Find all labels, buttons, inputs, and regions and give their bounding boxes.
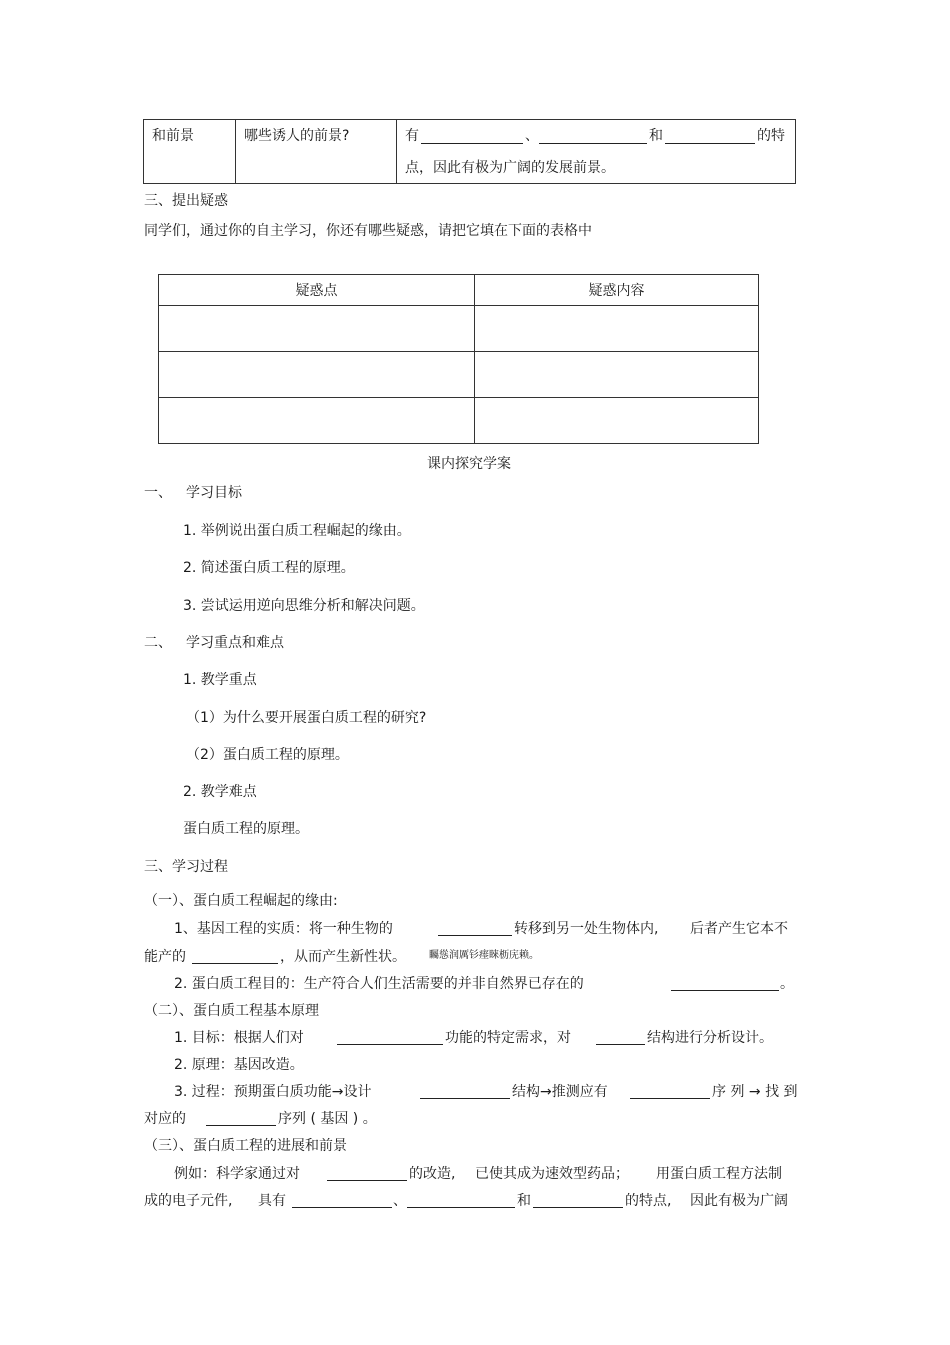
- doubt-content-cell[interactable]: [475, 352, 759, 398]
- doubt-content-cell[interactable]: [475, 398, 759, 444]
- blank-protein-function[interactable]: [337, 1030, 443, 1045]
- p1-line3-end: 。: [780, 976, 794, 992]
- p1-line1-a: 1、基因工程的实质：将一种生物的: [174, 921, 393, 937]
- blank-prospect-2[interactable]: [539, 129, 647, 144]
- blank-sequence[interactable]: [630, 1084, 710, 1099]
- key-focus: 1. 教学重点: [183, 672, 257, 688]
- process-part2-title: （二）、蛋白质工程基本原理: [144, 1003, 319, 1019]
- p2-line3-a: 3. 过程：预期蛋白质功能→设计: [174, 1084, 372, 1100]
- p2-line4-a: 对应的: [144, 1111, 186, 1127]
- key-focus-item-2: （2）蛋白质工程的原理。: [186, 747, 349, 763]
- p2-line1-a: 1. 目标：根据人们对: [174, 1030, 304, 1046]
- doubt-header-point: 疑惑点: [159, 275, 475, 306]
- key-difficulty: 2. 教学难点: [183, 784, 257, 800]
- doubt-header-content: 疑惑内容: [475, 275, 759, 306]
- goal-item-2: 2. 简述蛋白质工程的原理。: [183, 560, 355, 576]
- p1-line2-garbled: 矚慫润厲钐瘗睞枥庑赖。: [429, 950, 539, 961]
- p3-line1-b: 的改造,: [409, 1166, 456, 1182]
- blank-feature-1[interactable]: [292, 1193, 392, 1208]
- goal-item-3: 3. 尝试运用逆向思维分析和解决问题。: [183, 598, 425, 614]
- p2-line3-b: 结构→推测应有: [512, 1084, 608, 1100]
- blank-protein-product[interactable]: [192, 949, 278, 964]
- doubt-point-cell[interactable]: [159, 306, 475, 352]
- p3-line2-e: 的特点,: [625, 1193, 672, 1209]
- p3-line2-c: 、: [393, 1193, 407, 1209]
- p2-line4-b: 序列 ( 基因 ) 。: [278, 1111, 377, 1127]
- p3-line2-b: 具有: [258, 1193, 286, 1209]
- prospect-question: 哪些诱人的前景?: [244, 128, 350, 144]
- p3-line2-a: 成的电子元件,: [144, 1193, 233, 1209]
- doubts-intro: 同学们，通过你的自主学习，你还有哪些疑惑，请把它填在下面的表格中: [144, 223, 592, 239]
- process-part3-title: （三）、蛋白质工程的进展和前景: [144, 1138, 347, 1154]
- prospect-cell-2: [236, 120, 397, 184]
- key-difficulty-item: 蛋白质工程的原理。: [183, 821, 309, 837]
- blank-design-structure[interactable]: [420, 1084, 510, 1099]
- goal-item-1: 1. 举例说出蛋白质工程崛起的缘由。: [183, 523, 411, 539]
- doubt-content-cell[interactable]: [475, 306, 759, 352]
- prospect-label: 和前景: [152, 128, 194, 144]
- goals-number: 一、: [144, 485, 172, 501]
- p3-line1-a: 例如：科学家通过对: [174, 1166, 300, 1182]
- prospect-text-a: 有: [405, 128, 419, 144]
- prospect-text-line2: 点，因此有极为广阔的发展前景。: [405, 160, 615, 176]
- goals-title: 学习目标: [186, 485, 242, 501]
- blank-prospect-1[interactable]: [421, 129, 523, 144]
- p2-line1-c: 结构进行分析设计。: [647, 1030, 773, 1046]
- blank-structure[interactable]: [596, 1030, 645, 1045]
- blank-modified-substance[interactable]: [327, 1166, 407, 1181]
- p2-line1-b: 功能的特定需求，对: [445, 1030, 571, 1046]
- section-title-doubts: 三、提出疑惑: [144, 193, 228, 209]
- p1-line2-a: 能产的: [144, 949, 186, 965]
- prospect-table: [143, 119, 796, 184]
- process-part1-title: （一）、蛋白质工程崛起的缘由:: [144, 893, 338, 909]
- p3-line2-d: 和: [517, 1193, 531, 1209]
- p1-line2-b: ，从而产生新性状。: [280, 949, 406, 965]
- doubt-table: [158, 274, 759, 444]
- blank-gene[interactable]: [438, 921, 512, 936]
- blank-prospect-3[interactable]: [665, 129, 755, 144]
- p1-line3-a: 2. 蛋白质工程目的：生产符合人们生活需要的并非自然界已存在的: [174, 976, 584, 992]
- process-title: 三、学习过程: [144, 859, 228, 875]
- p3-line1-c: 已使其成为速效型药品；: [475, 1166, 629, 1182]
- p1-line1-c: 后者产生它本不: [690, 921, 788, 937]
- blank-existing-protein[interactable]: [671, 976, 779, 991]
- p3-line1-d: 用蛋白质工程方法制: [656, 1166, 782, 1182]
- key-number: 二、: [144, 635, 172, 651]
- doubt-point-cell[interactable]: [159, 352, 475, 398]
- prospect-text-c: 和: [649, 128, 663, 144]
- p2-line2: 2. 原理：基因改造。: [174, 1057, 304, 1073]
- doubt-point-cell[interactable]: [159, 398, 475, 444]
- prospect-text-d: 的特: [757, 128, 785, 144]
- prospect-cell-3: [397, 120, 796, 184]
- inclass-title: 课内探究学案: [427, 456, 511, 472]
- key-focus-item-1: （1）为什么要开展蛋白质工程的研究?: [186, 710, 427, 726]
- blank-gene-sequence[interactable]: [206, 1111, 276, 1126]
- p2-line3-c: 序 列 → 找 到: [712, 1084, 798, 1100]
- key-title: 学习重点和难点: [186, 635, 284, 651]
- p1-line1-b: 转移到另一处生物体内,: [514, 921, 659, 937]
- p3-line2-f: 因此有极为广阔: [690, 1193, 788, 1209]
- blank-feature-2[interactable]: [407, 1193, 515, 1208]
- blank-feature-3[interactable]: [533, 1193, 623, 1208]
- prospect-text-b: 、: [525, 128, 539, 144]
- prospect-cell-1: [144, 120, 236, 184]
